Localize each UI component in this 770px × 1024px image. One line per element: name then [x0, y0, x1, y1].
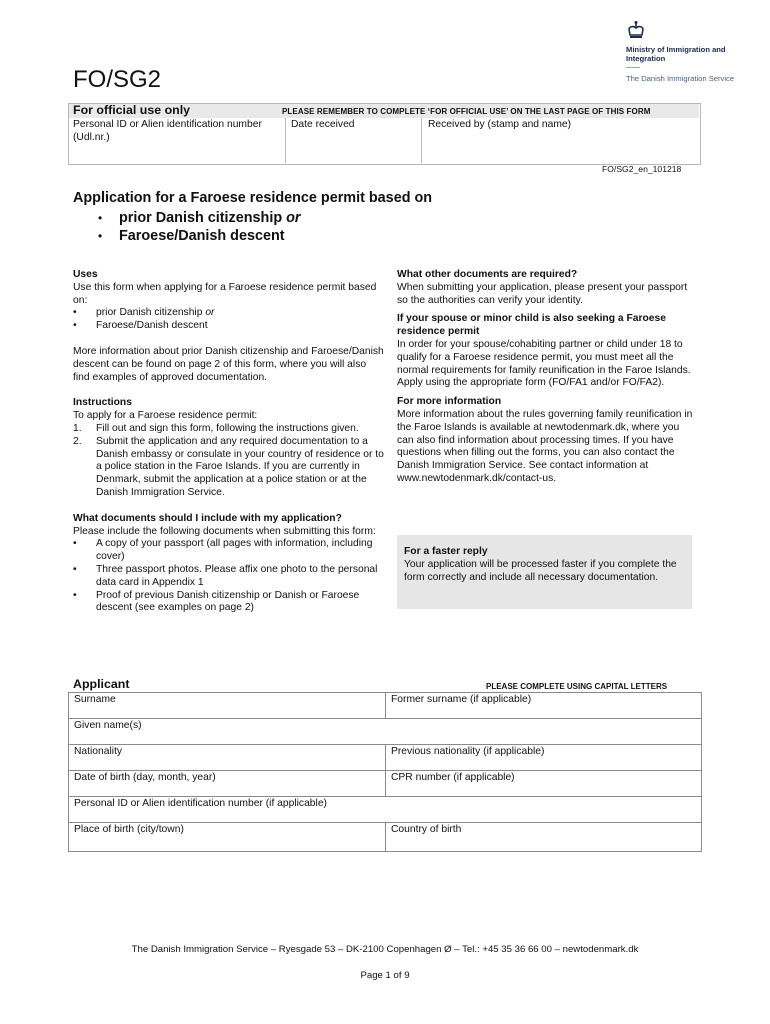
applicant-heading: Applicant	[73, 677, 130, 691]
right-column	[397, 269, 693, 486]
uses-bullet-citizenship: • prior Danish citizenship or	[73, 307, 215, 319]
include-bullet-photos: • Three passport photos. Please affix one photo to the personal data card in Appendix 1	[73, 563, 378, 588]
logo-service-text: The Danish Immigration Service	[626, 74, 735, 83]
surname-field[interactable]: Surname	[69, 693, 386, 719]
spouse-heading: If your spouse or minor child is also seeking a Faroese residence permit	[397, 313, 666, 338]
given-names-field[interactable]: Given name(s)	[69, 719, 702, 745]
place-of-birth-field[interactable]: Place of birth (city/town)	[69, 823, 386, 852]
bullet-icon: •	[73, 563, 77, 575]
bullet-icon: •	[98, 211, 103, 225]
logo-divider	[626, 67, 640, 68]
crown-logo-icon	[626, 20, 646, 45]
more-info-right-text: More information about the rules governing family reunification in the Faroe Islands is available at newtodenmark.dk, where you can also find information about processing times. If you have questions when filling out the forms, you can also contact the Danish Immigration Service. See contact information at www.newtodenmark.dk/contact-us.	[397, 408, 693, 484]
uses-heading: Uses	[73, 269, 98, 280]
instruction-step-2: 2. Submit the application and any required documentation to a Danish embassy or consulate in your country of residence or to a police station in the Faroe Islands. If you are currently in Denmark, submit the application at a police station or at the Danish Immigration Service.	[73, 435, 384, 498]
personal-id-field[interactable]: Personal ID or Alien identification number (if applicable)	[69, 797, 702, 823]
faster-reply-heading: For a faster reply	[404, 546, 488, 557]
bullet-icon: •	[73, 589, 77, 601]
more-info-text: More information about prior Danish citizenship and Faroese/Danish descent can be found on page 2 of this form, where you will also find examples of approved documentation.	[73, 345, 384, 383]
official-divider-1	[285, 118, 286, 163]
more-info-heading: For more information	[397, 396, 502, 408]
cpr-number-field[interactable]: CPR number (if applicable)	[386, 771, 702, 797]
include-bullet-passport: • A copy of your passport (all pages with information, including cover)	[73, 538, 373, 563]
former-surname-field[interactable]: Former surname (if applicable)	[386, 693, 702, 719]
title-bullet-citizenship: • prior Danish citizenship or	[98, 210, 301, 226]
instructions-intro: To apply for a Faroese residence permit:	[73, 410, 258, 422]
form-code: FO/SG2	[73, 66, 162, 93]
country-of-birth-field[interactable]: Country of birth	[386, 823, 702, 852]
include-intro: Please include the following documents when submitting this form:	[73, 525, 376, 537]
applicant-capitals-note: PLEASE COMPLETE USING CAPITAL LETTERS	[486, 682, 668, 691]
page-title: Application for a Faroese residence permit based on	[73, 190, 433, 206]
left-column	[73, 269, 385, 615]
date-of-birth-field[interactable]: Date of birth (day, month, year)	[69, 771, 386, 797]
applicant-table	[68, 692, 702, 852]
other-docs-heading: What other documents are required?	[397, 269, 578, 280]
bullet-icon: •	[73, 307, 77, 319]
faster-reply-text: Your application will be processed faster if you complete the form correctly and include all necessary documentation.	[404, 558, 677, 583]
bullet-icon: •	[73, 320, 77, 332]
official-personal-id-field[interactable]: Personal ID or Alien identification number (Udl.nr.)	[73, 119, 262, 143]
previous-nationality-field[interactable]: Previous nationality (if applicable)	[386, 745, 702, 771]
official-use-reminder: PLEASE REMEMBER TO COMPLETE ‘FOR OFFICIAL USE’ ON THE LAST PAGE OF THIS FORM	[282, 107, 651, 116]
page-number: Page 1 of 9	[360, 970, 410, 981]
include-heading: What documents should I include with my application?	[73, 512, 342, 524]
logo-ministry-text: Ministry of Immigration and Integration	[626, 45, 726, 64]
nationality-field[interactable]: Nationality	[69, 745, 386, 771]
form-reference: FO/SG2_en_101218	[602, 164, 682, 174]
title-bullet-descent: • Faroese/Danish descent	[98, 228, 285, 244]
other-docs-text: When submitting your application, please present your passport so the authorities can verify your identity.	[397, 281, 688, 306]
bullet-icon: •	[98, 229, 103, 243]
instruction-step-1: 1. Fill out and sign this form, following the instructions given.	[73, 422, 359, 434]
official-date-received-field[interactable]: Date received	[291, 119, 355, 130]
official-received-by-field[interactable]: Received by (stamp and name)	[428, 119, 572, 130]
footer-contact: The Danish Immigration Service – Ryesgade 53 – DK-2100 Copenhagen Ø – Tel.: +45 35 36 66 00 – newtodenmark.dk	[131, 944, 639, 955]
bullet-icon: •	[73, 538, 77, 550]
instructions-heading: Instructions	[73, 397, 132, 409]
uses-text: Use this form when applying for a Faroese residence permit based on:	[73, 281, 377, 306]
official-use-title: For official use only	[73, 103, 191, 117]
official-divider-2	[421, 118, 422, 163]
spouse-text: In order for your spouse/cohabiting partner or child under 18 to qualify for a Faroese residence permit, you must meet all the normal requirements for family reunification in the Faroe Islands. Apply using the appropriate form (FO/FA1 and/or FO/FA2).	[397, 338, 691, 389]
faster-reply-content	[404, 546, 688, 584]
include-bullet-proof: • Proof of previous Danish citizenship or Danish or Faroese descent (see examples on page 2)	[73, 589, 360, 614]
uses-bullet-descent: • Faroese/Danish descent	[73, 320, 208, 332]
